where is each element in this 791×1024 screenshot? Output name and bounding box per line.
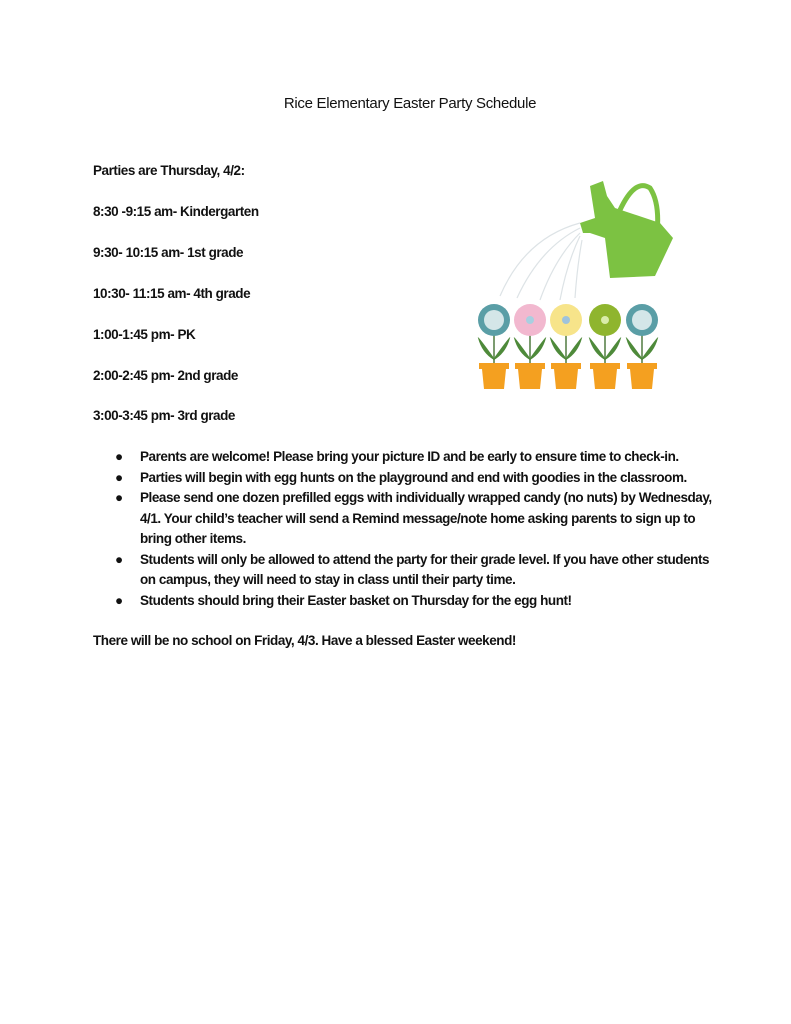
notes-list (93, 447, 713, 611)
intro-text: Parties are Thursday, 4/2: (93, 163, 245, 178)
water-streams (500, 223, 582, 300)
schedule-item: 10:30- 11:15 am- 4th grade (93, 286, 251, 301)
list-item: ● Students will only be allowed to attend the party for their grade level. If you have other students on campus, they will need to stay in class until their party time. (115, 551, 710, 587)
schedule-item: 9:30- 10:15 am- 1st grade (93, 245, 244, 260)
list-item-text: Students will only be allowed to attend the party for their grade level. If you have other students on campus, they will need to stay in class until their party time. (140, 551, 710, 587)
flower-pot-icon (626, 304, 658, 389)
watering-can-icon (580, 181, 673, 278)
list-item: ● Please send one dozen prefilled eggs with individually wrapped candy (no nuts) by Wednesday, 4/1. Your child’s teacher will send a Remind message/note home asking parents to sign up to bring other items. (115, 490, 712, 546)
list-item-text: Parents are welcome! Please bring your picture ID and be early to ensure time to check-in. (140, 449, 679, 464)
list-item-text: Students should bring their Easter basket on Thursday for the egg hunt! (140, 592, 572, 608)
flower-pot-icon (550, 304, 582, 389)
flower-pot-icon (589, 304, 621, 389)
closing-text: There will be no school on Friday, 4/3. Have a blessed Easter weekend! (93, 633, 516, 648)
watering-can-flowers-illustration (455, 178, 680, 393)
schedule-item: 2:00-2:45 pm- 2nd grade (93, 368, 238, 383)
schedule-item: 3:00-3:45 pm- 3rd grade (93, 408, 235, 423)
schedule-item: 8:30 -9:15 am- Kindergarten (93, 204, 259, 219)
list-item: ● Parties will begin with egg hunts on the playground and end with goodies in the classroom. (115, 469, 687, 485)
flower-pot-icon (478, 304, 510, 389)
list-item-text: Parties will begin with egg hunts on the playground and end with goodies in the classroom. (140, 469, 687, 485)
list-item-text: Please send one dozen prefilled eggs with individually wrapped candy (no nuts) by Wednesday, 4/1. Your child’s teacher will send a Remind message/note home asking parents to sign up to bring other items. (140, 490, 712, 546)
flower-pot-icon (514, 304, 546, 389)
schedule-item: 1:00-1:45 pm- PK (93, 327, 196, 342)
page-title: Rice Elementary Easter Party Schedule (283, 95, 537, 112)
list-item: ● Students should bring their Easter basket on Thursday for the egg hunt! (115, 592, 572, 608)
list-item: ● Parents are welcome! Please bring your picture ID and be early to ensure time to check-in. (115, 449, 679, 464)
